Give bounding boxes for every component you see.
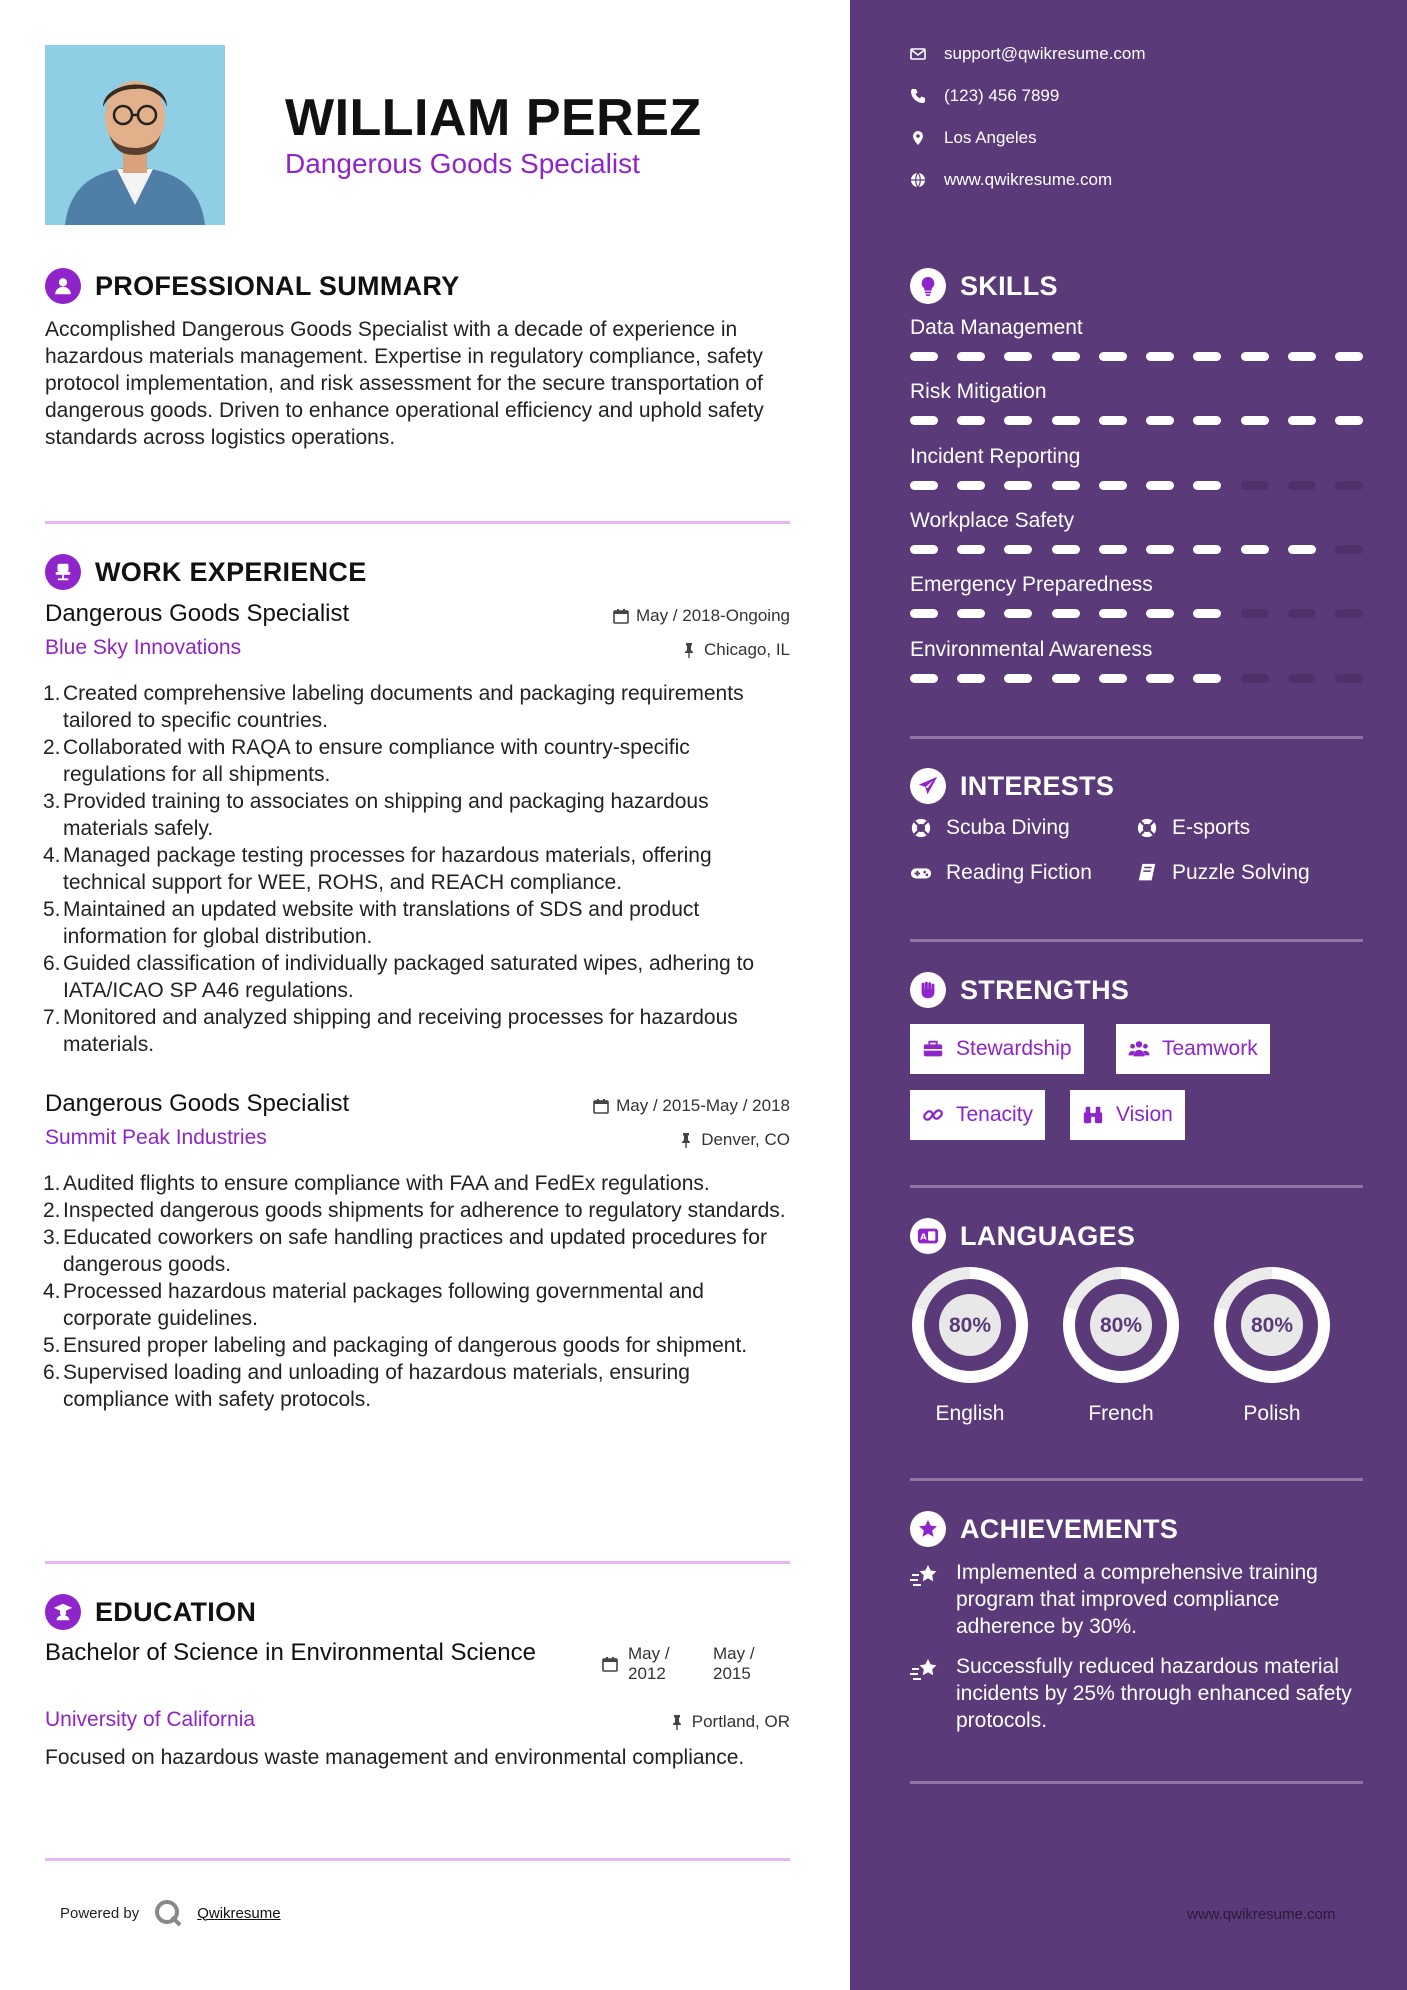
experience-heading: [45, 554, 367, 590]
job-role: Dangerous Goods Specialist: [45, 1090, 350, 1117]
degree: Bachelor of Science in Environmental Science: [45, 1639, 536, 1666]
job-entry: [45, 600, 790, 1060]
sidebar: [850, 0, 1407, 1990]
section-divider: [45, 521, 790, 524]
skill-segment: [1052, 416, 1080, 425]
skill-segment: [957, 481, 985, 490]
skill-segment: [1193, 545, 1221, 554]
skill-segment: [1099, 609, 1127, 618]
list-item: 5. Maintained an updated website with translations of SDS and product information for global distribution.: [43, 898, 700, 948]
education-heading: [45, 1594, 256, 1630]
list-item: 3. Provided training to associates on shipping and packaging hazardous materials safely.: [43, 790, 709, 840]
calendar-icon: [593, 1098, 609, 1114]
candidate-title: Dangerous Goods Specialist: [285, 148, 640, 179]
skill-segment: [1099, 481, 1127, 490]
section-divider: [910, 736, 1363, 739]
skill-segment: [1335, 416, 1363, 425]
skill-segment: [910, 481, 938, 490]
skill-segment: [1335, 609, 1363, 618]
powered-by-label: Powered by: [60, 1904, 140, 1922]
skill-segment: [910, 545, 938, 554]
interest-item: Scuba Diving: [910, 816, 1070, 840]
skill-segment: [1004, 545, 1032, 554]
languages-title: LANGUAGES: [960, 1220, 1136, 1251]
skill-segment: [957, 416, 985, 425]
skills-heading: [910, 268, 1058, 304]
summary-heading: [45, 268, 460, 304]
skill-segment: [957, 609, 985, 618]
skill-name: Environmental Awareness: [910, 638, 1153, 661]
skill-segment: [1241, 416, 1269, 425]
job-entry: [45, 1090, 790, 1500]
svg-text:A: A: [920, 1231, 927, 1242]
book-icon: [1136, 862, 1158, 884]
language-item: [1212, 1265, 1332, 1426]
lightbulb-icon: [910, 268, 946, 304]
job-bullets: [45, 680, 790, 1058]
skill-segment: [1288, 416, 1316, 425]
skill-segment: [1288, 674, 1316, 683]
graduate-icon: [45, 1594, 81, 1630]
language-ring: [910, 1265, 1030, 1385]
language-percent: 80%: [948, 1314, 992, 1337]
translate-icon: [910, 1218, 946, 1254]
skill-segment: [1052, 674, 1080, 683]
skill-segment: [1099, 674, 1127, 683]
school: University of California: [45, 1708, 256, 1731]
interest-item: Puzzle Solving: [1136, 861, 1310, 885]
edu-end-date: May / 2015: [713, 1644, 755, 1683]
skill-item: [910, 380, 1363, 425]
paper-plane-icon: [910, 768, 946, 804]
skill-segment: [1193, 352, 1221, 361]
skill-segment: [1241, 545, 1269, 554]
achievement-text: Successfully reduced hazardous material incidents by 25% through enhanced safety protocols.: [956, 1655, 1352, 1732]
section-divider: [910, 1781, 1363, 1784]
skill-item: [910, 316, 1363, 361]
job-role: Dangerous Goods Specialist: [45, 600, 350, 627]
pin-icon: [669, 1714, 685, 1730]
summary-title: PROFESSIONAL SUMMARY: [95, 270, 460, 301]
skill-segment: [1099, 416, 1127, 425]
powered-by: [60, 1898, 281, 1928]
language-percent: 80%: [1099, 1314, 1143, 1337]
calendar-icon: [602, 1656, 618, 1672]
interest-item: E-sports: [1136, 816, 1250, 840]
skill-segment: [1241, 674, 1269, 683]
skill-segment: [1193, 609, 1221, 618]
skill-name: Data Management: [910, 316, 1083, 339]
shooting-star-icon: [910, 1561, 940, 1591]
interests-title: INTERESTS: [960, 770, 1115, 801]
skill-segment: [1052, 481, 1080, 490]
life-ring-icon: [910, 817, 932, 839]
skill-name: Workplace Safety: [910, 509, 1075, 532]
calendar-icon: [613, 608, 629, 624]
edu-description: Focused on hazardous waste management and environmental compliance.: [45, 1746, 745, 1769]
list-item: 2. Collaborated with RAQA to ensure compliance with country-specific regulations for all shipments.: [43, 736, 690, 786]
skill-segment: [1052, 545, 1080, 554]
section-divider: [910, 939, 1363, 942]
skill-segment: [1146, 545, 1174, 554]
skill-bar: [910, 609, 1363, 618]
list-item: 1. Audited flights to ensure compliance with FAA and FedEx regulations.: [43, 1172, 710, 1195]
language-ring: [1061, 1265, 1181, 1385]
globe-icon: [910, 172, 926, 188]
skill-segment: [1288, 481, 1316, 490]
skill-bar: [910, 545, 1363, 554]
education-title: EDUCATION: [95, 1596, 257, 1627]
skill-item: [910, 445, 1363, 490]
skill-segment: [1099, 352, 1127, 361]
skills-title: SKILLS: [960, 270, 1058, 301]
skill-segment: [1004, 481, 1032, 490]
skill-segment: [1335, 674, 1363, 683]
skill-segment: [910, 674, 938, 683]
shooting-star-icon: [910, 1655, 940, 1685]
achievement-text: Implemented a comprehensive training program that improved compliance adherence by 30%.: [956, 1561, 1318, 1638]
contact-phone[interactable]: (123) 456 7899: [910, 86, 1059, 106]
link-icon: [922, 1104, 944, 1126]
skill-segment: [1241, 609, 1269, 618]
language-ring: [1212, 1265, 1332, 1385]
list-item: 4. Processed hazardous material packages following governmental and corporate guidelines.: [43, 1280, 704, 1330]
section-divider: [45, 1858, 790, 1861]
skill-segment: [1335, 352, 1363, 361]
skill-segment: [1288, 545, 1316, 554]
footer-website[interactable]: www.qwikresume.com: [1187, 1906, 1336, 1923]
skill-segment: [1241, 352, 1269, 361]
binoculars-icon: [1082, 1104, 1104, 1126]
skill-segment: [957, 545, 985, 554]
job-location: [681, 640, 790, 660]
section-divider: [45, 1561, 790, 1564]
envelope-icon: [910, 46, 926, 62]
candidate-name: WILLIAM PEREZ: [285, 89, 702, 147]
achievement-item: [910, 1653, 1363, 1734]
skill-segment: [1193, 481, 1221, 490]
strength-badge: Stewardship: [910, 1024, 1084, 1074]
section-divider: [910, 1478, 1363, 1481]
list-item: 5. Ensured proper labeling and packaging of dangerous goods for shipment.: [43, 1334, 748, 1357]
list-item: 6. Guided classification of individually packaged saturated wipes, adhering to IATA/ICAO SP A46 regulations.: [43, 952, 755, 1002]
language-percent: 80%: [1250, 1314, 1294, 1337]
life-ring-icon: [1136, 817, 1158, 839]
pin-icon: [678, 1132, 694, 1148]
skill-segment: [1146, 352, 1174, 361]
skill-segment: [1004, 352, 1032, 361]
language-name: English: [935, 1402, 1005, 1425]
skill-segment: [1193, 416, 1221, 425]
skill-segment: [1052, 352, 1080, 361]
skill-segment: [1146, 416, 1174, 425]
skill-segment: [1052, 609, 1080, 618]
skill-segment: [1004, 674, 1032, 683]
skill-segment: [1146, 609, 1174, 618]
edu-location: [669, 1712, 790, 1732]
skill-segment: [957, 352, 985, 361]
skill-item: [910, 638, 1363, 683]
job-date: [613, 606, 790, 626]
achievements-heading: [910, 1511, 1178, 1547]
list-item: 6. Supervised loading and unloading of hazardous materials, ensuring compliance with safety protocols.: [43, 1361, 690, 1411]
language-item: [910, 1265, 1030, 1426]
achievements-title: ACHIEVEMENTS: [960, 1513, 1179, 1544]
list-item: 3. Educated coworkers on safe handling practices and updated procedures for dangerous goods.: [43, 1226, 767, 1276]
users-icon: [1128, 1038, 1150, 1060]
skill-item: [910, 509, 1363, 554]
pin-icon: [681, 642, 697, 658]
summary-text: Accomplished Dangerous Goods Specialist with a decade of experience in hazardous materials management. Expertise in regulatory compliance, safety protocol implementation, and risk assessment for the secure transportation of dangerous goods. Driven to enhance operational efficiency and uphold safety standards across logistics operations.: [45, 318, 764, 449]
experience-title: WORK EXPERIENCE: [95, 556, 367, 587]
strengths-heading: [910, 972, 1129, 1008]
job-location-text: Denver, CO: [701, 1130, 790, 1149]
person-portrait-icon: [45, 45, 225, 225]
language-name: French: [1088, 1402, 1154, 1425]
skill-segment: [1146, 481, 1174, 490]
fist-icon: [910, 972, 946, 1008]
skill-bar: [910, 674, 1363, 683]
chair-icon: [45, 554, 81, 590]
job-company: Blue Sky Innovations: [45, 636, 242, 659]
job-location-text: Chicago, IL: [704, 640, 790, 659]
contact-location: Los Angeles: [910, 128, 1037, 148]
skill-segment: [1146, 674, 1174, 683]
skill-item: [910, 573, 1363, 618]
section-divider: [910, 1185, 1363, 1188]
edu-start-date: May / 2012: [628, 1644, 670, 1683]
interest-item: Reading Fiction: [910, 861, 1092, 885]
job-date-text: May / 2015-May / 2018: [616, 1096, 790, 1115]
languages-heading: [910, 1218, 1135, 1254]
qwikresume-logo-icon: [153, 1898, 183, 1928]
skill-segment: [1004, 609, 1032, 618]
skill-segment: [1099, 545, 1127, 554]
list-item: 4. Managed package testing processes for hazardous materials, offering technical support for WEE, ROHS, and REACH compliance.: [43, 844, 712, 894]
strengths-title: STRENGTHS: [960, 974, 1130, 1005]
list-item: 7. Monitored and analyzed shipping and receiving processes for hazardous materials.: [43, 1006, 738, 1056]
skill-name: Emergency Preparedness: [910, 573, 1153, 596]
job-company: Summit Peak Industries: [45, 1126, 267, 1149]
user-circle-icon: [45, 268, 81, 304]
job-bullets: [45, 1170, 790, 1413]
skill-bar: [910, 481, 1363, 490]
skill-segment: [1004, 416, 1032, 425]
briefcase-icon: [922, 1038, 944, 1060]
map-pin-icon: [910, 130, 926, 146]
skill-segment: [910, 609, 938, 618]
skill-segment: [1288, 609, 1316, 618]
job-date: [593, 1096, 790, 1116]
star-badge-icon: [910, 1511, 946, 1547]
skill-name: Incident Reporting: [910, 445, 1081, 468]
job-date-text: May / 2018-Ongoing: [635, 606, 790, 625]
profile-photo: [45, 45, 225, 225]
list-item: 2. Inspected dangerous goods shipments for adherence to regulatory standards.: [43, 1199, 786, 1222]
skill-segment: [957, 674, 985, 683]
contact-website[interactable]: www.qwikresume.com: [910, 170, 1112, 190]
language-name: Polish: [1243, 1402, 1301, 1425]
list-item: 1. Created comprehensive labeling documents and packaging requirements tailored to specific countries.: [43, 682, 744, 732]
phone-icon: [910, 88, 926, 104]
gamepad-icon: [910, 862, 932, 884]
skill-segment: [1241, 481, 1269, 490]
edu-location-text: Portland, OR: [691, 1712, 790, 1731]
interests-heading: [910, 768, 1114, 804]
contact-email[interactable]: support@qwikresume.com: [910, 44, 1146, 64]
achievement-item: [910, 1559, 1363, 1640]
skill-bar: [910, 416, 1363, 425]
skill-segment: [1335, 545, 1363, 554]
brand-link[interactable]: Qwikresume: [197, 1904, 281, 1922]
strength-badge: Vision: [1070, 1090, 1185, 1140]
skill-segment: [1193, 674, 1221, 683]
skill-name: Risk Mitigation: [910, 380, 1047, 403]
strength-badge: Teamwork: [1116, 1024, 1270, 1074]
skill-segment: [910, 352, 938, 361]
skill-segment: [910, 416, 938, 425]
skill-bar: [910, 352, 1363, 361]
language-item: [1061, 1265, 1181, 1426]
strength-badge: Tenacity: [910, 1090, 1045, 1140]
skill-segment: [1288, 352, 1316, 361]
job-location: [678, 1130, 790, 1150]
skill-segment: [1335, 481, 1363, 490]
